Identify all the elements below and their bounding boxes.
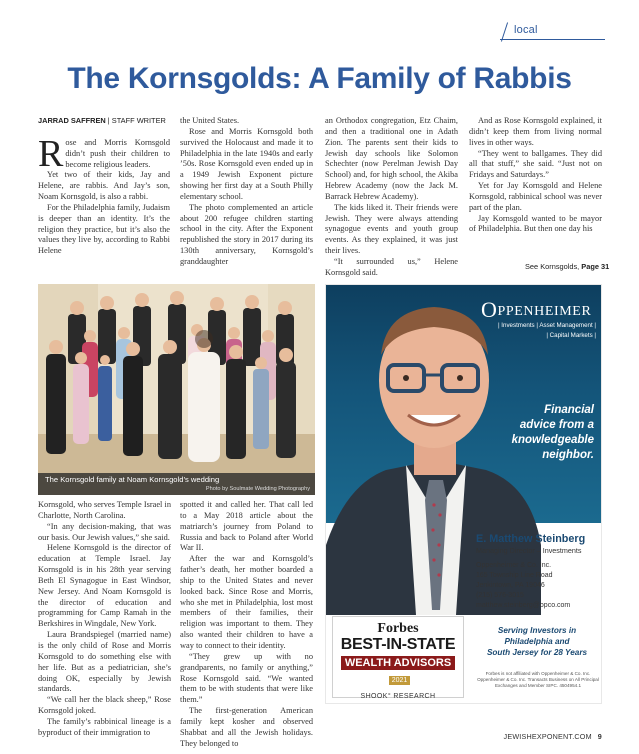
- paragraph-text: ose and Morris Kornsgold didn’t push their children to become religious leaders.: [65, 137, 170, 169]
- oppenheimer-ad[interactable]: [325, 284, 602, 704]
- paragraph: The photo complemented an article about 200 refugee children starting school in the city. After the Exponent republished the story in 2017 during its 130th anniversary, Kornsgold’s granddaughter: [180, 202, 313, 266]
- paragraph: The first-generation American family kept kosher and observed Shabbat and all the Jewish holidays. They belonged to: [180, 706, 313, 748]
- advisor-city: Jenkintown, PA 19046: [476, 582, 545, 589]
- paragraph: Rose and Morris Kornsgold both survived the Holocaust and made it to Philadelphia in the late 1940s and early ’50s. Rose Kornsgold even ended up in a 1949 Jewish Exponent picture showing her first day at a South Philly elementary school.: [180, 126, 313, 201]
- page-number: 9: [597, 732, 602, 741]
- advisor-phone[interactable]: (215) 576-3015: [476, 592, 524, 599]
- oppenheimer-logo: [481, 297, 591, 323]
- paragraph: Kornsgold, who serves Temple Israel in Charlotte, North Carolina.: [38, 500, 171, 520]
- ad-serving-line: Serving Investors in: [497, 626, 577, 635]
- paragraph: For the Philadelphia family, Judaism is deeper than an identity. It’s the religion they practice, but it’s also the values they live by, according to Rabbi Helene: [38, 202, 170, 256]
- ad-tagline: [476, 403, 594, 463]
- advisor-address: [476, 561, 601, 611]
- best-in-state-label: BEST-IN-STATE: [340, 636, 456, 653]
- shook-research-label: SHOOK° RESEARCH: [360, 693, 436, 700]
- ad-serving-text: [476, 625, 598, 658]
- paragraph: The kids liked it. Their friends were Jewish. They were always attending synagogue events and youth group events. As they explained, it was just their lives.: [325, 202, 458, 256]
- photo-credit: Photo by Soulmate Wedding Photography: [205, 486, 310, 492]
- paragraph: The family’s rabbinical lineage is a byproduct of their immigration to: [38, 716, 171, 737]
- article-column-1: [38, 116, 170, 257]
- drop-cap: R: [38, 132, 64, 175]
- continued-prefix: See Kornsgolds,: [525, 262, 580, 271]
- advisor-firm: Oppenheimer & Co. Inc.: [476, 562, 552, 569]
- continued-link[interactable]: [525, 262, 609, 271]
- paragraph: Helene Kornsgold is the director of education at Temple Israel. Jay Kornsgold is in his 28th year serving Beth El Synagogue in East Windsor, New Jersey. And Noam Kornsgold is the director of education and programming for Camp Ramah in the Berkshires in Wingdale, New York.: [38, 543, 171, 629]
- advisor-role: Managing Director – Investments: [476, 546, 582, 555]
- ad-services-line: | Investments | Asset Management |: [497, 322, 596, 329]
- section-slash: [501, 22, 508, 41]
- paragraph: “They went to ballgames. They did all that stuff,” she said. “Just not on Fridays and Saturdays.”: [469, 148, 602, 180]
- photo-caption: The Kornsgold family at Noam Kornsgold’s wedding: [45, 475, 220, 484]
- byline-role: STAFF WRITER: [111, 116, 166, 125]
- paragraph: an Orthodox congregation, Etz Chaim, and then a traditional one in Adath Zion. The parents sent their kids to Jewish day schools like Solomon Schechter (now Perelman Jewish Day School) and, for high school, the Akiba Hebrew Academy (now the Jack M. Barrack Hebrew Academy).: [325, 116, 458, 201]
- headline: The Kornsgolds: A Family of Rabbis: [67, 62, 572, 95]
- ad-disclaimer: Forbes is not affiliated with Oppenheimer & Co. Inc. Oppenheimer & Co. Inc. Transacts Business on All Principal Exchanges and Member SIPC. 4504954.1: [477, 671, 599, 689]
- ad-tagline-line: knowledgeable: [511, 434, 594, 446]
- section-tag: [500, 24, 605, 40]
- paragraph: “They grew up with no grandparents, no family or anything,” Rose Kornsgold said. “We wanted them to be with students that were like them.”: [180, 651, 313, 705]
- byline: JARRAD SAFFREN | STAFF WRITER: [38, 116, 166, 125]
- paragraph: And as Rose Kornsgold explained, it didn’t keep them from living normal lives in other ways.: [469, 116, 602, 147]
- oppenheimer-logo-mark: O: [481, 297, 498, 322]
- article-column-3: [325, 116, 458, 279]
- paragraph: “In any decision-making, that was our basis. Our Jewish values,” she said.: [38, 521, 171, 542]
- article-column-6: [180, 500, 313, 749]
- paragraph: Yet for Jay Kornsgold and Helene Kornsgold, rabbinical school was never part of the plan.: [469, 181, 602, 212]
- page-footer: [490, 732, 602, 741]
- forbes-award-badge: [332, 616, 464, 698]
- paragraph: spotted it and called her. That call led to a May 2018 article about the matriarch’s journey from Poland to Russia and back to Poland after World War II.: [180, 500, 313, 553]
- ad-tagline-line: advice from a: [519, 419, 594, 431]
- ad-tagline-line: neighbor.: [542, 449, 594, 461]
- paragraph: [38, 132, 170, 175]
- paragraph: Yet two of their kids, Jay and Helene, are rabbis. And Jay’s son, Noam Kornsgold, is also a rabbi.: [38, 170, 170, 202]
- ad-services-line: | Capital Markets |: [546, 332, 596, 339]
- byline-author: JARRAD SAFFREN: [38, 116, 106, 125]
- article-column-5: [38, 500, 171, 739]
- ad-serving-line: Philadelphia and: [504, 637, 570, 646]
- paragraph: After the war and Kornsgold’s father’s death, her mother boarded a ship to the United States and never looked back. Since Rose and Morris, who she met in Philadelphia, lost most members of their families, their religion was important to them. They also wanted their children to have a way to connect to their identity.: [180, 554, 313, 650]
- ad-services: [466, 321, 596, 341]
- continued-page: Page 31: [581, 262, 610, 271]
- advisor-contact: [476, 533, 601, 611]
- section-label: local: [514, 24, 538, 36]
- family-photo: [38, 284, 315, 495]
- footer-site[interactable]: JEWISHEXPONENT.COM: [503, 732, 592, 741]
- paragraph: Laura Brandspiegel (married name) is the only child of Rose and Morris Kornsgold to do something else with her life. But as a pediatrician, she’s doing OK, especially by Jewish standards.: [38, 630, 171, 694]
- paragraph: “It surrounded us,” Helene Kornsgold said.: [325, 256, 458, 277]
- advisor-email[interactable]: matthew.steinberg@opco.com: [476, 602, 571, 609]
- article-column-2: [180, 116, 313, 268]
- family-photo-illustration: [38, 284, 315, 495]
- ad-tagline-line: Financial: [544, 404, 594, 416]
- ad-serving-line: South Jersey for 28 Years: [486, 648, 588, 657]
- advisor-street: 165 Township Line Road: [476, 572, 553, 579]
- oppenheimer-logo-text: PPENHEIMER: [497, 304, 592, 319]
- paragraph: the United States.: [180, 116, 240, 125]
- advisor-name: E. Matthew Steinberg: [476, 533, 586, 545]
- wealth-advisors-label: WEALTH ADVISORS: [341, 656, 455, 670]
- forbes-logo: Forbes: [377, 621, 419, 636]
- paragraph: Jay Kornsgold wanted to be mayor of Philadelphia. But then one day his: [469, 213, 602, 234]
- article-column-4: [469, 116, 602, 235]
- paragraph: “We call her the black sheep,” Rose Kornsgold joked.: [38, 695, 171, 716]
- award-year: 2021: [389, 676, 411, 685]
